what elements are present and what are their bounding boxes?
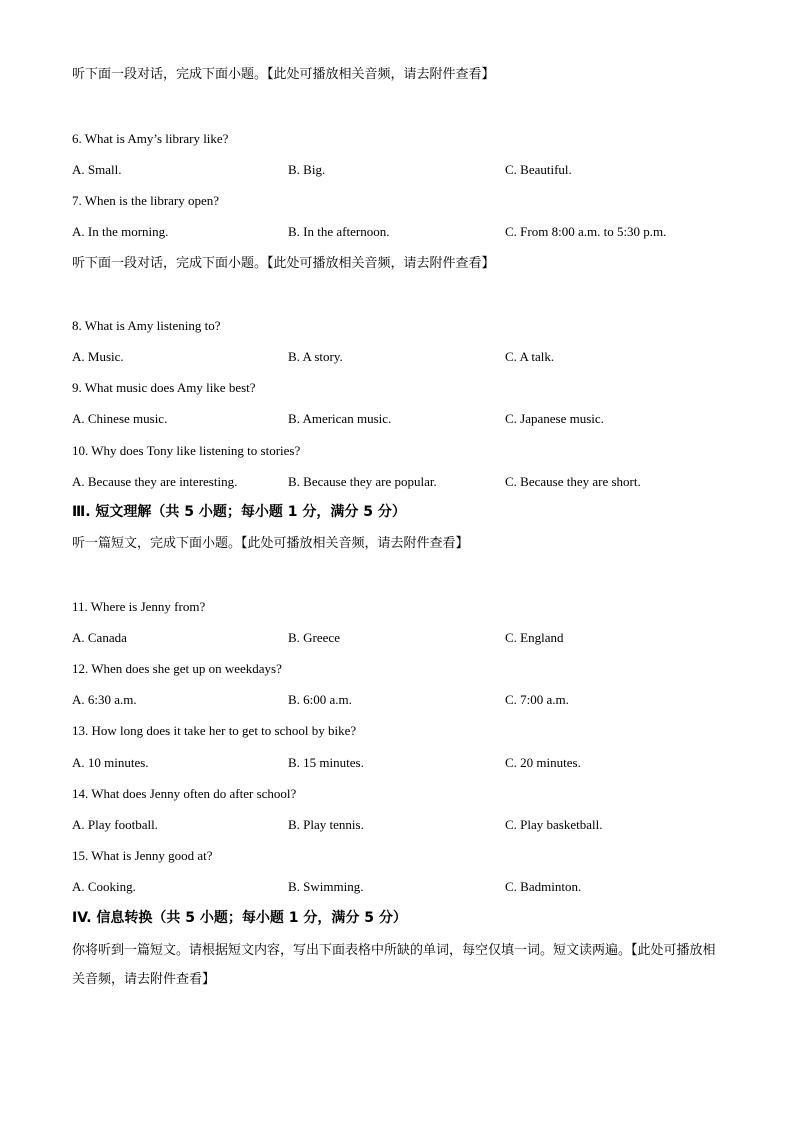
question-15-option-b: B. Swimming.: [288, 879, 364, 894]
question-13: 13. How long does it take her to get to school by bike?: [72, 723, 357, 738]
question-13-option-b: B. 15 minutes.: [288, 755, 364, 770]
question-9-option-a: A. Chinese music.: [72, 411, 168, 426]
section-3-heading: Ⅲ. 短文理解（共 5 小题；每小题 1 分，满分 5 分）: [72, 504, 406, 520]
question-13-option-a: A. 10 minutes.: [72, 755, 149, 770]
question-11-option-b: B. Greece: [288, 630, 340, 645]
question-9-option-b: B. American music.: [288, 411, 392, 426]
question-14-option-c: C. Play basketball.: [505, 817, 603, 832]
question-10-option-a: A. Because they are interesting.: [72, 474, 238, 489]
question-11-option-c: C. England: [505, 630, 564, 645]
question-7-option-c: C. From 8:00 a.m. to 5:30 p.m.: [505, 224, 667, 239]
question-12-option-a: A. 6:30 a.m.: [72, 692, 137, 707]
section-4-heading: IV. 信息转换（共 5 小题；每小题 1 分，满分 5 分）: [72, 910, 407, 926]
question-12: 12. When does she get up on weekdays?: [72, 661, 282, 676]
instruction-dialogue-1: 听下面一段对话，完成下面小题。【此处可播放相关音频，请去附件查看】: [72, 67, 495, 82]
question-7: 7. When is the library open?: [72, 193, 220, 208]
question-10: 10. Why does Tony like listening to stories?: [72, 443, 301, 458]
question-13-option-c: C. 20 minutes.: [505, 755, 581, 770]
question-11-option-a: A. Canada: [72, 630, 127, 645]
question-14: 14. What does Jenny often do after school?: [72, 786, 297, 801]
question-6: 6. What is Amy’s library like?: [72, 131, 229, 146]
question-12-option-b: B. 6:00 a.m.: [288, 692, 352, 707]
question-14-option-b: B. Play tennis.: [288, 817, 364, 832]
instruction-info-conversion: 你将听到一篇短文。请根据短文内容，写出下面表格中所缺的单词，每空仅填一词。短文读两遍。【此处可播放相关音频，请去附件查看】: [72, 943, 716, 987]
question-8-option-a: A. Music.: [72, 349, 124, 364]
instruction-dialogue-2: 听下面一段对话，完成下面小题。【此处可播放相关音频，请去附件查看】: [72, 256, 495, 271]
question-6-option-a: A. Small.: [72, 162, 122, 177]
question-15-option-a: A. Cooking.: [72, 879, 136, 894]
question-6-option-b: B. Big.: [288, 162, 326, 177]
question-7-option-b: B. In the afternoon.: [288, 224, 390, 239]
question-12-option-c: C. 7:00 a.m.: [505, 692, 569, 707]
question-15-option-c: C. Badminton.: [505, 879, 582, 894]
instruction-passage: 听一篇短文，完成下面小题。【此处可播放相关音频，请去附件查看】: [72, 536, 469, 551]
question-8-option-c: C. A talk.: [505, 349, 555, 364]
question-10-option-b: B. Because they are popular.: [288, 474, 437, 489]
question-9: 9. What music does Amy like best?: [72, 380, 256, 395]
question-14-option-a: A. Play football.: [72, 817, 158, 832]
question-11: 11. Where is Jenny from?: [72, 599, 206, 614]
question-6-option-c: C. Beautiful.: [505, 162, 572, 177]
question-9-option-c: C. Japanese music.: [505, 411, 604, 426]
question-15: 15. What is Jenny good at?: [72, 848, 213, 863]
question-7-option-a: A. In the morning.: [72, 224, 169, 239]
question-10-option-c: C. Because they are short.: [505, 474, 641, 489]
question-8: 8. What is Amy listening to?: [72, 318, 221, 333]
question-8-option-b: B. A story.: [288, 349, 343, 364]
